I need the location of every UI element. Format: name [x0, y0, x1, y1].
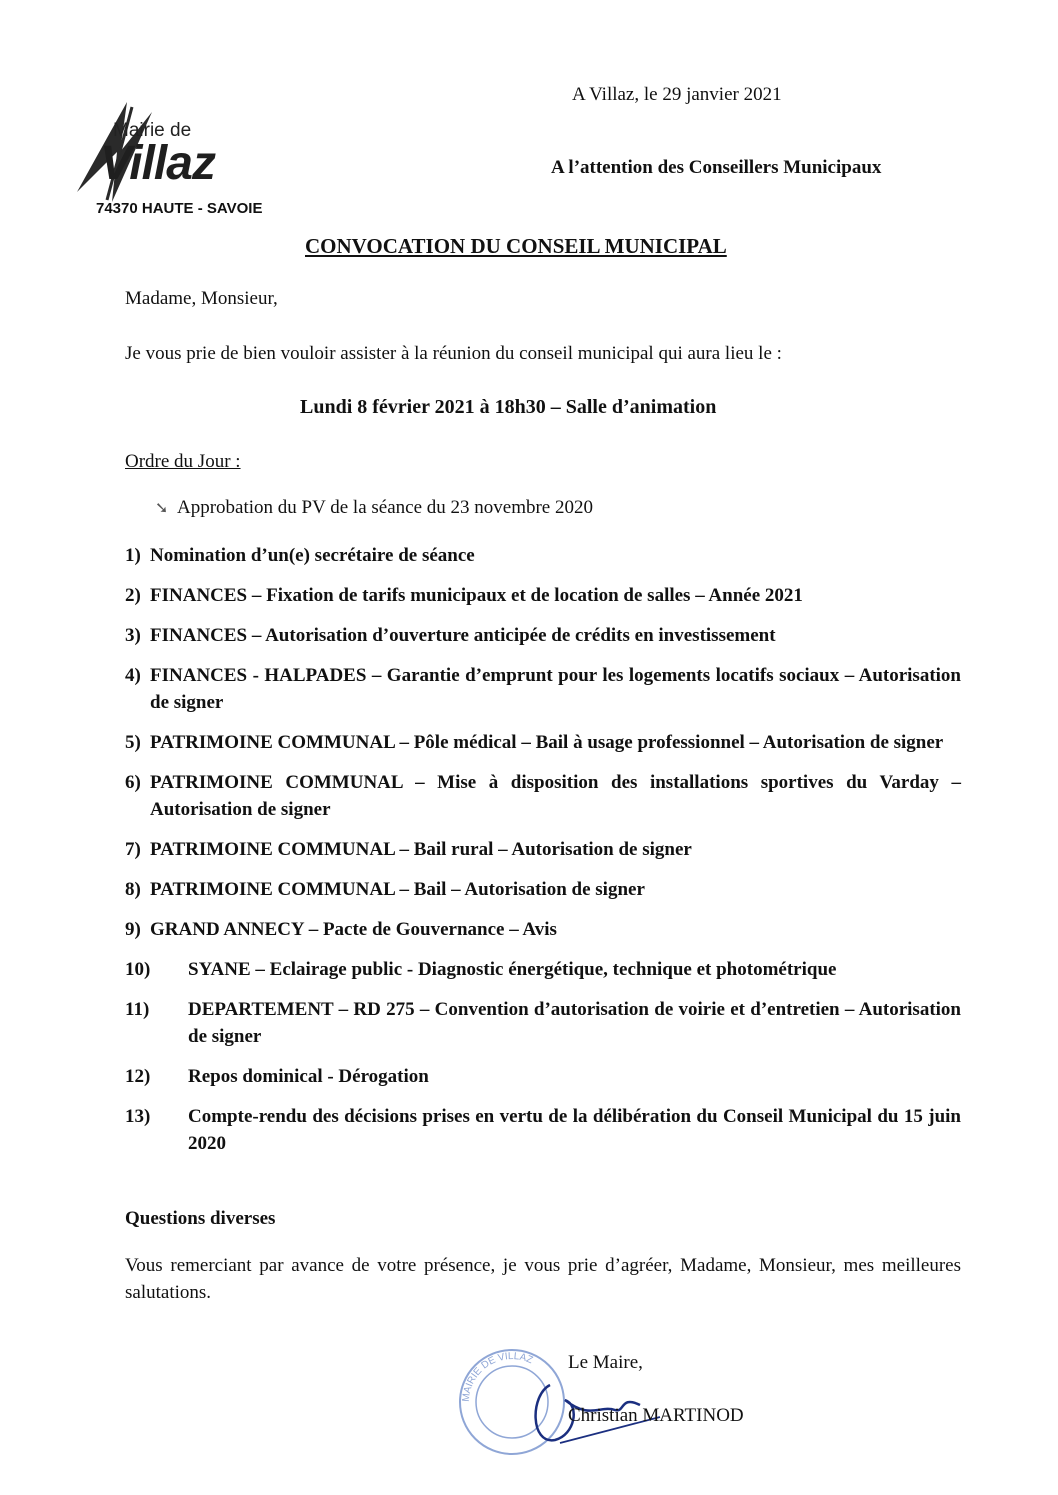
logo-text-mairie: Mairie de: [113, 120, 192, 141]
agenda-item: [125, 662, 961, 716]
logo-text-location: 74370 HAUTE - SAVOIE: [96, 200, 263, 217]
agenda-item-number: 12): [125, 1066, 151, 1087]
agenda-item: [125, 876, 961, 903]
agenda-item-number: 11): [125, 999, 150, 1020]
agenda-item-number: 8): [125, 879, 141, 900]
agenda-item: [125, 729, 961, 756]
agenda-item-text: DEPARTEMENT – RD 275 – Convention d’autorisation de voirie et d’entretien – Autorisation de signer: [188, 999, 961, 1047]
agenda-item-text: Repos dominical - Dérogation: [188, 1066, 429, 1087]
agenda-item-text: PATRIMOINE COMMUNAL – Mise à disposition des installations sportives du Varday – Autorisation de signer: [150, 772, 961, 820]
signature-title: Le Maire,: [568, 1352, 643, 1373]
agenda-item: [125, 916, 961, 943]
intro-text: Je vous prie de bien vouloir assister à la réunion du conseil municipal qui aura lieu le :: [125, 343, 782, 364]
closing-text: Vous remerciant par avance de votre présence, je vous prie d’agréer, Madame, Monsieur, mes meilleures salutations.: [125, 1255, 961, 1303]
agenda-item-text: FINANCES – Fixation de tarifs municipaux et de location de salles – Année 2021: [150, 585, 803, 606]
svg-text:MAIRIE DE VILLAZ: MAIRIE DE VILLAZ: [460, 1350, 535, 1403]
agenda-item-number: 5): [125, 732, 141, 753]
agenda-item: [125, 1103, 961, 1157]
agenda-item-number: 6): [125, 772, 141, 793]
agenda-item-number: 13): [125, 1106, 151, 1127]
agenda-item-number: 1): [125, 545, 141, 566]
greeting: Madame, Monsieur,: [125, 288, 278, 309]
agenda-item: [125, 542, 961, 569]
agenda-item-number: 3): [125, 625, 141, 646]
agenda-item-text: FINANCES - HALPADES – Garantie d’emprunt pour les logements locatifs sociaux – Autorisation de signer: [150, 665, 961, 713]
agenda-item-text: Nomination d’un(e) secrétaire de séance: [150, 545, 475, 566]
agenda-item-number: 4): [125, 665, 141, 686]
pv-item-text: Approbation du PV de la séance du 23 novembre 2020: [177, 497, 593, 518]
questions-diverses: Questions diverses: [125, 1208, 276, 1229]
agenda-item-text: SYANE – Eclairage public - Diagnostic énergétique, technique et photométrique: [188, 959, 837, 980]
agenda-item-text: PATRIMOINE COMMUNAL – Bail – Autorisation de signer: [150, 879, 645, 900]
agenda-item-text: PATRIMOINE COMMUNAL – Bail rural – Autorisation de signer: [150, 839, 692, 860]
agenda-item: [125, 956, 961, 983]
agenda-item: [125, 1063, 961, 1090]
pv-item: [155, 497, 593, 519]
agenda-item-text: PATRIMOINE COMMUNAL – Pôle médical – Bail à usage professionnel – Autorisation de signer: [150, 732, 944, 753]
agenda-list: [125, 542, 961, 1170]
agenda-item-number: 2): [125, 585, 141, 606]
agenda-item-text: FINANCES – Autorisation d’ouverture anticipée de crédits en investissement: [150, 625, 776, 646]
date-line: A Villaz, le 29 janvier 2021: [572, 84, 782, 105]
agenda-item-number: 9): [125, 919, 141, 940]
agenda-item: [125, 836, 961, 863]
recipient-line: A l’attention des Conseillers Municipaux: [551, 157, 882, 178]
agenda-item-text: GRAND ANNECY – Pacte de Gouvernance – Avis: [150, 919, 557, 940]
agenda-item-number: 10): [125, 959, 151, 980]
agenda-item: [125, 996, 961, 1050]
agenda-item: [125, 769, 961, 823]
meeting-details: Lundi 8 février 2021 à 18h30 – Salle d’animation: [300, 396, 717, 418]
agenda-heading: Ordre du Jour :: [125, 451, 241, 472]
document-title: CONVOCATION DU CONSEIL MUNICIPAL: [305, 234, 727, 258]
logo-text-villaz: Villaz: [100, 137, 215, 190]
agenda-item-text: Compte-rendu des décisions prises en vertu de la délibération du Conseil Municipal du 15 juin 2020: [188, 1106, 961, 1154]
signature-name: Christian MARTINOD: [568, 1405, 744, 1426]
arrow-down-icon: ➘: [155, 500, 169, 517]
agenda-item: [125, 582, 961, 609]
agenda-item: [125, 622, 961, 649]
agenda-item-number: 7): [125, 839, 141, 860]
